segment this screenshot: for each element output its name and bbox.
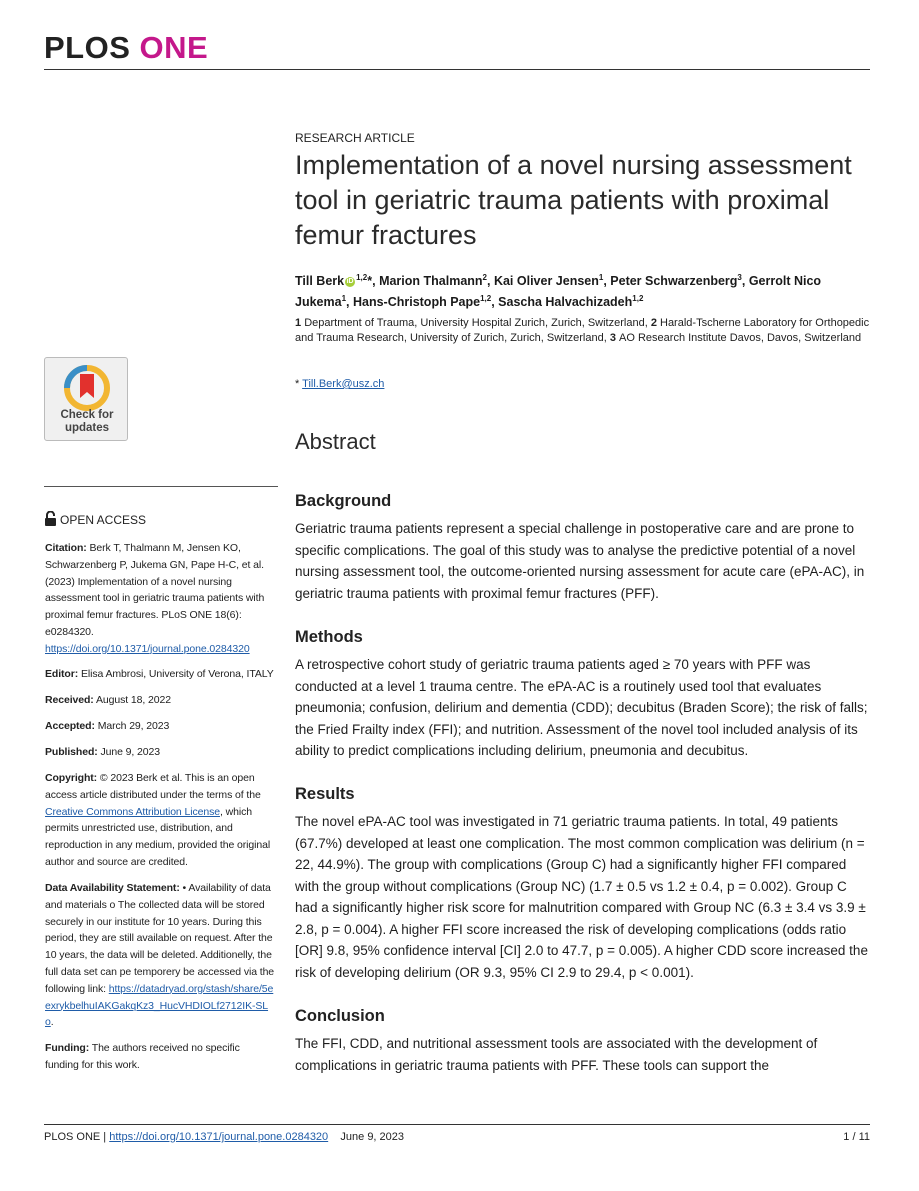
logo-plos: PLOS [44, 30, 131, 65]
page-number: 1 / 11 [843, 1131, 870, 1143]
check-updates-line: updates [64, 422, 110, 434]
footer-doi-link[interactable]: https://doi.org/10.1371/journal.pone.0284320 [109, 1131, 329, 1143]
copyright-label: Copyright: [45, 772, 98, 784]
copyright-text: © 2023 Berk et al. This is an open access article distributed under the terms of the [45, 772, 261, 801]
funding-text: The authors received no specific funding for this work. [45, 1042, 240, 1071]
header-divider [44, 69, 870, 70]
citation-text: Berk T, Thalmann M, Jensen KO, Schwarzenberg P, Jukema GN, Pape H-C, et al. (2023) Implementation of a novel nursing assessment tool in geriatric trauma patients with proximal femur fractures. PLoS ONE 18(6): e0284320. [45, 542, 265, 638]
funding-block [45, 1040, 275, 1074]
open-lock-icon [44, 511, 57, 527]
article-type: RESEARCH ARTICLE [295, 131, 415, 145]
author-affil-sup: 1,2 [632, 294, 644, 304]
open-access [44, 511, 146, 527]
affil-text: Harald-Tscherne Laboratory for Orthopedic and Trauma Research, University of Zurich, Zurich, Switzerland, [295, 317, 870, 344]
author-name[interactable]: Till Berk [295, 274, 345, 289]
background-text: Geriatric trauma patients represent a special challenge in postoperative care and are prone to specific complications. The goal of this study was to analyse the predictive potential of a novel nursing assessment tool, the outcome-oriented nursing assessment for acute care (ePA-AC), in geriatric trauma patients with proximal femur fractures (PFF). [295, 521, 865, 601]
citation-doi-link[interactable]: https://doi.org/10.1371/journal.pone.0284320 [45, 642, 250, 655]
results-text: The novel ePA-AC tool was investigated in 71 geriatric trauma patients. In total, 49 patients (67.7%) developed at least one complication. The most common complication was delirium (n = 22, 44.9%). The group with complications (Group C) had a significantly higher FFI compared with the group without complications (Group NC) (1.7 ± 0.5 vs 1.2 ± 0.4, p = 0.002). Group C had a significantly higher risk score for malnutrition compared with Group NC (6.3 ± 3.4 vs 3.9 ± 2.8, p = 0.004). A higher FFI score increased the risk of developing complications (odds ratio [OR] 9.8, 95% confidence interval [CI] 2.0 to 47.7, p = 0.005). A higher CDD score increased the risk of developing delirium (OR 9.3, 95% CI 2.9 to 29.4, p < 0.001). [295, 814, 868, 980]
published-block [45, 744, 275, 761]
affiliations [295, 316, 870, 346]
results-heading: Results [295, 785, 355, 803]
data-availability-text: • Availability of data and materials o The collected data will be stored securely in our institute for 10 years. During this period, they are still available on request. After the 10 years, the data will be deleted. Additionelly, the full data set can pe temporery be accessed via the following link: [45, 882, 275, 995]
data-availability-label: Data Availability Statement: [45, 882, 180, 894]
affil-text: Department of Trauma, University Hospital Zurich, Zurich, Switzerland, [304, 317, 648, 329]
citation-label: Citation: [45, 542, 87, 554]
received-text: August 18, 2022 [95, 694, 171, 706]
orcid-icon[interactable]: iD [346, 277, 354, 285]
journal-logo [44, 30, 208, 66]
author-affil-sup: 3 [737, 273, 742, 282]
conclusion-heading: Conclusion [295, 1007, 385, 1025]
article-title: Implementation of a novel nursing assessment tool in geriatric trauma patients with proximal femur fractures [295, 150, 852, 250]
sidebar-divider [44, 486, 278, 487]
author-affil-sup: 1,2 [356, 273, 368, 282]
affil-num: 1 [295, 317, 302, 329]
page-footer [44, 1131, 404, 1143]
footer-divider [44, 1124, 870, 1125]
accepted-text: March 29, 2023 [97, 720, 170, 732]
accepted-block [45, 718, 275, 735]
data-availability-block [45, 880, 275, 1031]
data-dryad-link[interactable]: https://datadryad.org/stash/share/5eexrykbelhuIAKGakqKz3_HucVHDIOLf2712IK-SLo [45, 982, 274, 1029]
funding-label: Funding: [45, 1042, 90, 1054]
affil-text: AO Research Institute Davos, Davos, Switzerland [619, 332, 862, 344]
copyright-text-end: , which permits unrestricted use, distribution, and reproduction in any medium, provided the original author and source are credited. [45, 805, 271, 868]
author-affil-sup: 1 [598, 273, 604, 282]
data-availability-end: . [50, 1016, 54, 1029]
conclusion-text: The FFI, CDD, and nutritional assessment tools are associated with the development of complications in geriatric trauma patients with PFF. These tools can support the [295, 1036, 818, 1073]
editor-label: Editor: [45, 668, 79, 680]
affil-num: 3 [609, 332, 616, 344]
author-name[interactable]: Hans-Christoph Pape [352, 295, 481, 310]
footer-journal: PLOS ONE | [44, 1131, 110, 1143]
received-block [45, 692, 275, 709]
author-affil-sup: 1 [341, 294, 347, 304]
received-label: Received: [45, 694, 94, 706]
citation-block [45, 540, 275, 658]
logo-one: ONE [139, 30, 209, 65]
corresponding-mark: * [367, 274, 373, 289]
corr-prefix: * [295, 378, 303, 390]
author-name[interactable]: Gerrolt Nico Jukema [295, 274, 822, 310]
author-name[interactable]: Marion Thalmann [379, 274, 483, 289]
background-heading: Background [295, 492, 392, 510]
accepted-label: Accepted: [45, 720, 95, 732]
copyright-block [45, 770, 275, 871]
published-label: Published: [45, 746, 98, 758]
published-text: June 9, 2023 [100, 746, 161, 758]
author-name[interactable]: Peter Schwarzenberg [610, 274, 738, 289]
abstract-heading: Abstract [295, 429, 376, 454]
author-list: Till Berk iD $^{1,2}$*, Marion Thalmann$^2$, Kai Oliver Jensen$^1$, Peter Schwarzenberg$^3$, Gerrolt Nico Jukema$^1$, Hans-Christoph Pape$^{1,2}$, Sascha Halvachizadeh$^{1,2}$ [295, 273, 822, 310]
open-access-label: OPEN ACCESS [60, 513, 147, 527]
correspondence [295, 378, 384, 390]
author-name[interactable]: Sascha Halvachizadeh [498, 295, 633, 310]
affil-num: 2 [650, 317, 657, 329]
footer-date: June 9, 2023 [340, 1131, 405, 1143]
methods-text: A retrospective cohort study of geriatric trauma patients aged ≥ 70 years with PFF was conducted at a level 1 trauma centre. The ePA-AC is a routinely used tool that evaluates pneumonia; confusion, delirium and dementia (CDD); decubitus (Braden Score); the risk of falls; the Fried Frailty index (FFI); and nutrition. Assessment of the novel tool included analysis of its ability to predict complications including delirium, pneumonia and decubitus. [295, 657, 868, 758]
editor-text: Elisa Ambrosi, University of Verona, ITALY [80, 668, 274, 680]
editor-block [45, 666, 275, 683]
author-name[interactable]: Kai Oliver Jensen [493, 274, 599, 289]
methods-heading: Methods [295, 628, 363, 646]
check-updates-line: Check for [60, 409, 114, 421]
author-affil-sup: 1,2 [480, 294, 492, 304]
corr-email-link[interactable]: Till.Berk@usz.ch [302, 378, 385, 390]
crossmark-icon [45, 360, 129, 412]
license-link[interactable]: Creative Commons Attribution License [45, 805, 220, 818]
check-updates-label [45, 409, 129, 435]
author-affil-sup: 2 [482, 273, 487, 282]
check-for-updates-badge[interactable] [44, 357, 128, 441]
